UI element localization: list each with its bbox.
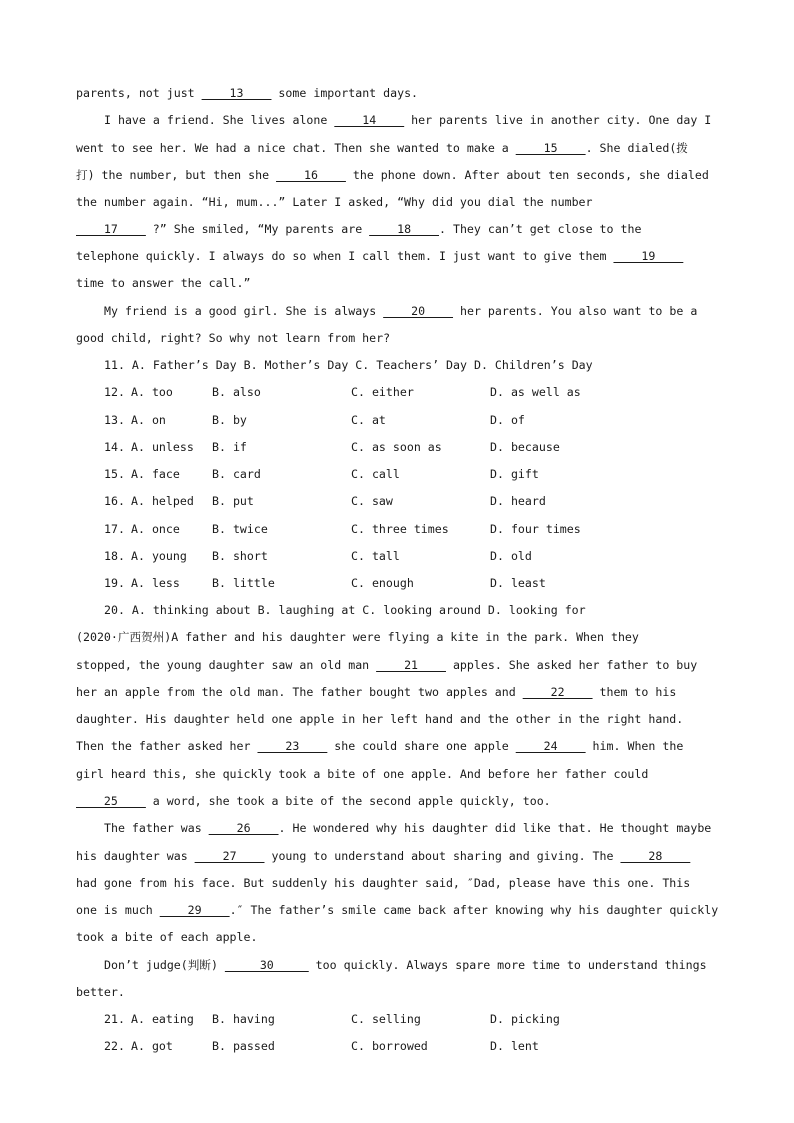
passage-text: girl heard this, she quickly took a bite of one apple. And before her father could — [76, 767, 649, 781]
option-c: C. either — [351, 385, 414, 399]
option-d: D. Children’s Day — [467, 358, 593, 372]
passage-text: went to see her. We had a nice chat. Then she wanted to make a — [76, 141, 516, 155]
passage-text: had gone from his face. But suddenly his daughter said, ″Dad, please have this one. This — [76, 876, 691, 890]
option-a: A. got — [131, 1039, 173, 1053]
option-d: D. looking for — [480, 603, 586, 617]
answer-blank: ____25____ — [76, 794, 146, 808]
option-d: D. four times — [490, 522, 581, 536]
passage-2-line — [76, 793, 551, 809]
answer-blank: ____20____ — [383, 304, 454, 318]
passage-2-line — [76, 902, 718, 918]
option-a: A. face — [131, 467, 180, 481]
passage-2-line — [76, 984, 125, 1000]
answer-blank: ____16____ — [276, 168, 346, 182]
option-a: A. Father’s Day — [124, 358, 237, 372]
answer-blank: ____18____ — [369, 222, 439, 236]
answer-blank: ____19____ — [613, 249, 684, 263]
option-d: D. least — [490, 576, 546, 590]
option-c: C. enough — [351, 576, 414, 590]
passage-1-line — [76, 330, 390, 346]
passage-2-line — [104, 820, 711, 836]
passage-text: .″ The father’s smile came back after knowing why his daughter quickly — [229, 903, 719, 917]
option-d: D. old — [490, 549, 532, 563]
passage-2-line — [76, 629, 639, 645]
option-d: D. gift — [490, 467, 539, 481]
option-a: A. too — [131, 385, 173, 399]
passage-2-line — [76, 738, 683, 754]
option-b: B. Mother’s Day — [236, 358, 349, 372]
passage-text: the number again. “Hi, mum...” Later I asked, “Why did you dial the number — [76, 195, 593, 209]
passage-text: daughter. His daughter held one apple in her left hand and the other in the right hand. — [76, 712, 684, 726]
question-item — [104, 602, 586, 618]
option-a: A. eating — [131, 1012, 194, 1026]
option-a: A. young — [131, 549, 187, 563]
option-a: A. unless — [131, 440, 194, 454]
option-b: B. twice — [212, 522, 268, 536]
question-number: 16. — [104, 494, 125, 508]
question-number: 11. — [104, 358, 125, 372]
passage-text: one is much — [76, 903, 160, 917]
passage-1-line — [104, 112, 711, 128]
passage-text: parents, not just — [76, 86, 202, 100]
passage-text: young to understand about sharing and giving. The — [264, 849, 621, 863]
option-a: A. on — [131, 413, 166, 427]
passage-1-line — [76, 194, 593, 210]
option-b: B. having — [212, 1012, 275, 1026]
passage-text: too quickly. Always spare more time to understand things — [308, 958, 707, 972]
option-b: B. little — [212, 576, 275, 590]
option-b: B. put — [212, 494, 254, 508]
option-d: D. because — [490, 440, 560, 454]
option-b: B. also — [212, 385, 261, 399]
passage-text: ?” She smiled, “My parents are — [145, 222, 370, 236]
option-c: C. tall — [351, 549, 400, 563]
passage-text: I have a friend. She lives alone — [104, 113, 335, 127]
passage-text: him. When the — [585, 739, 684, 753]
passage-1-line — [76, 248, 683, 264]
question-number: 14. — [104, 440, 125, 454]
answer-blank: ____17____ — [76, 222, 146, 236]
question-number: 13. — [104, 413, 125, 427]
question-item — [104, 357, 593, 373]
answer-blank: ____28____ — [620, 849, 691, 863]
passage-text: . They can’t get close to the — [439, 222, 642, 236]
option-a: A. thinking about — [124, 603, 251, 617]
question-number: 17. — [104, 522, 125, 536]
passage-1-line — [76, 140, 688, 156]
answer-blank: ____21____ — [376, 658, 446, 672]
answer-blank: _____30_____ — [224, 958, 309, 972]
passage-text: took a bite of each apple. — [76, 930, 258, 944]
passage-text: the phone down. After about ten seconds, she dialed — [345, 168, 709, 182]
option-d: D. as well as — [490, 385, 581, 399]
passage-2-line — [76, 766, 648, 782]
passage-text: better. — [76, 985, 125, 999]
option-b: B. card — [212, 467, 261, 481]
passage-text: her parents. You also want to be a — [453, 304, 698, 318]
option-c: C. saw — [351, 494, 393, 508]
passage-text: The father was — [104, 821, 209, 835]
answer-blank: ____22____ — [522, 685, 593, 699]
passage-text: stopped, the young daughter saw an old man — [76, 658, 377, 672]
option-c: C. three times — [351, 522, 449, 536]
passage-2-line — [104, 957, 707, 973]
option-a: A. helped — [131, 494, 194, 508]
question-number: 20. — [104, 603, 125, 617]
answer-blank: ____14____ — [334, 113, 405, 127]
passage-text: them to his — [592, 685, 677, 699]
option-a: A. once — [131, 522, 180, 536]
option-b: B. if — [212, 440, 247, 454]
passage-text: good child, right? So why not learn from her? — [76, 331, 391, 345]
answer-blank: ____15____ — [515, 141, 586, 155]
option-c: C. as soon as — [351, 440, 442, 454]
passage-text: Then the father asked her — [76, 739, 258, 753]
passage-text: she could share one apple — [327, 739, 516, 753]
passage-1-line — [76, 167, 709, 183]
passage-text: time to answer the call.” — [76, 276, 251, 290]
option-c: C. Teachers’ Day — [348, 358, 467, 372]
answer-blank: ____26____ — [208, 821, 279, 835]
passage-2-line — [76, 875, 690, 891]
option-b: B. short — [212, 549, 268, 563]
option-c: C. looking around — [355, 603, 481, 617]
answer-blank: ____13____ — [201, 86, 272, 100]
passage-text: her parents live in another city. One day I — [404, 113, 712, 127]
passage-2-line — [76, 657, 697, 673]
option-d: D. lent — [490, 1039, 539, 1053]
passage-1-line — [76, 85, 418, 101]
passage-text: Don’t judge(判断) — [104, 958, 225, 972]
option-d: D. of — [490, 413, 525, 427]
passage-text: some important days. — [271, 86, 419, 100]
question-number: 12. — [104, 385, 125, 399]
question-number: 22. — [104, 1039, 125, 1053]
option-a: A. less — [131, 576, 180, 590]
passage-text: a word, she took a bite of the second apple quickly, too. — [145, 794, 551, 808]
passage-text: . He wondered why his daughter did like that. He thought maybe — [278, 821, 712, 835]
passage-text: telephone quickly. I always do so when I call them. I just want to give them — [76, 249, 614, 263]
passage-text: . She dialed(拨 — [585, 141, 688, 155]
option-d: D. picking — [490, 1012, 560, 1026]
question-number: 15. — [104, 467, 125, 481]
answer-blank: ____27____ — [194, 849, 265, 863]
option-b: B. laughing at — [250, 603, 356, 617]
option-c: C. at — [351, 413, 386, 427]
answer-blank: ____29____ — [159, 903, 230, 917]
passage-text: (2020·广西贺州)A father and his daughter were flying a kite in the park. When they — [76, 630, 639, 644]
passage-text: his daughter was — [76, 849, 195, 863]
passage-2-line — [76, 848, 690, 864]
passage-text: My friend is a good girl. She is always — [104, 304, 384, 318]
passage-text: her an apple from the old man. The father bought two apples and — [76, 685, 523, 699]
option-c: C. call — [351, 467, 400, 481]
passage-1-line — [104, 303, 697, 319]
passage-text: 打) the number, but then she — [76, 168, 277, 182]
passage-1-line — [76, 275, 251, 291]
question-number: 19. — [104, 576, 125, 590]
question-number: 18. — [104, 549, 125, 563]
option-c: C. borrowed — [351, 1039, 428, 1053]
passage-text: apples. She asked her father to buy — [445, 658, 698, 672]
question-number: 21. — [104, 1012, 125, 1026]
option-b: B. passed — [212, 1039, 275, 1053]
option-c: C. selling — [351, 1012, 421, 1026]
answer-blank: ____24____ — [515, 739, 586, 753]
passage-2-line — [76, 711, 683, 727]
passage-2-line — [76, 929, 257, 945]
option-d: D. heard — [490, 494, 546, 508]
passage-2-line — [76, 684, 676, 700]
option-b: B. by — [212, 413, 247, 427]
passage-1-line — [76, 221, 641, 237]
answer-blank: ____23____ — [257, 739, 328, 753]
